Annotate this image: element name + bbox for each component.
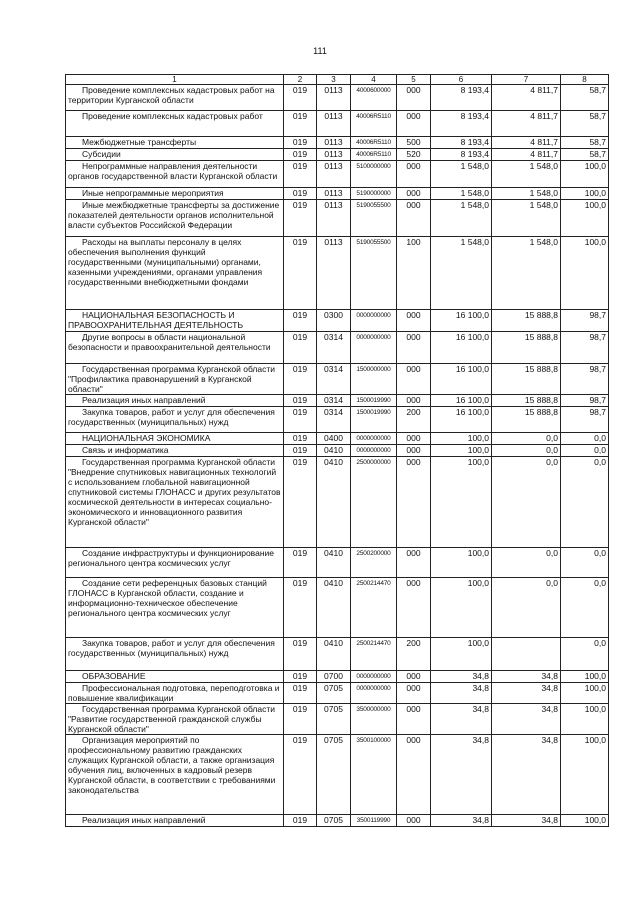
table-row	[66, 445, 609, 457]
cell-csr: 5190055500	[351, 237, 397, 310]
cell-gr: 019	[284, 111, 317, 137]
cell-rz: 0705	[317, 815, 351, 827]
cell-name: Реализация иных направлений	[66, 815, 284, 827]
cell-name: НАЦИОНАЛЬНАЯ БЕЗОПАСНОСТЬ И ПРАВООХРАНИТЕЛЬНАЯ ДЕЯТЕЛЬНОСТЬ	[66, 310, 284, 332]
cell-name: Создание сети референцных базовых станций ГЛОНАСС в Курганской области, создание и информационно-техническое обеспечение регионального центра космических услуг	[66, 578, 284, 638]
table-row	[66, 578, 609, 638]
cell-vr: 000	[397, 671, 431, 683]
cell-vr: 000	[397, 457, 431, 548]
cell-pct: 98,7	[561, 395, 609, 407]
cell-fact: 15 888,8	[492, 395, 561, 407]
column-header: 8	[561, 75, 609, 85]
cell-pct: 100,0	[561, 237, 609, 310]
cell-vr: 000	[397, 815, 431, 827]
cell-pct: 0,0	[561, 578, 609, 638]
table-row	[66, 137, 609, 149]
cell-fact: 1 548,0	[492, 188, 561, 200]
cell-plan: 8 193,4	[431, 111, 492, 137]
cell-vr: 000	[397, 445, 431, 457]
cell-vr: 000	[397, 310, 431, 332]
cell-csr: 1500019990	[351, 395, 397, 407]
cell-name: Другие вопросы в области национальной безопасности и правоохранительной деятельности	[66, 332, 284, 364]
cell-plan: 34,8	[431, 683, 492, 704]
cell-csr: 2500214470	[351, 638, 397, 671]
table-row	[66, 407, 609, 433]
table-row	[66, 332, 609, 364]
cell-name: Организация мероприятий по профессиональному развитию гражданских служащих Курганской области, а также организация обучения лиц, включенных в кадровый резерв Курганской области, в соответствии с требованиями законодательства	[66, 735, 284, 815]
cell-name: Профессиональная подготовка, переподготовка и повышение квалификации	[66, 683, 284, 704]
cell-pct: 0,0	[561, 445, 609, 457]
cell-plan: 8 193,4	[431, 85, 492, 111]
cell-plan: 100,0	[431, 638, 492, 671]
cell-rz: 0410	[317, 638, 351, 671]
cell-name: Субсидии	[66, 149, 284, 161]
cell-plan: 34,8	[431, 671, 492, 683]
cell-rz: 0314	[317, 407, 351, 433]
cell-gr: 019	[284, 671, 317, 683]
cell-gr: 019	[284, 161, 317, 188]
cell-vr: 000	[397, 548, 431, 578]
cell-csr: 0000000000	[351, 683, 397, 704]
cell-gr: 019	[284, 364, 317, 395]
cell-rz: 0113	[317, 200, 351, 237]
cell-name: Закупка товаров, работ и услуг для обеспечения государственных (муниципальных) нужд	[66, 407, 284, 433]
cell-fact: 15 888,8	[492, 310, 561, 332]
cell-pct: 98,7	[561, 364, 609, 395]
table-row	[66, 149, 609, 161]
table-row	[66, 683, 609, 704]
cell-fact: 15 888,8	[492, 407, 561, 433]
cell-rz: 0410	[317, 548, 351, 578]
cell-csr: 0000000000	[351, 433, 397, 445]
cell-vr: 000	[397, 578, 431, 638]
cell-csr: 40006R5110	[351, 149, 397, 161]
cell-fact: 15 888,8	[492, 332, 561, 364]
cell-csr: 40006R5110	[351, 137, 397, 149]
cell-vr: 000	[397, 188, 431, 200]
cell-rz: 0705	[317, 735, 351, 815]
cell-plan: 16 100,0	[431, 395, 492, 407]
cell-rz: 0113	[317, 149, 351, 161]
column-header: 5	[397, 75, 431, 85]
cell-pct: 100,0	[561, 735, 609, 815]
cell-fact: 15 888,8	[492, 364, 561, 395]
cell-fact: 0,0	[492, 433, 561, 445]
cell-gr: 019	[284, 395, 317, 407]
column-header: 6	[431, 75, 492, 85]
column-header: 2	[284, 75, 317, 85]
cell-rz: 0113	[317, 237, 351, 310]
cell-plan: 16 100,0	[431, 407, 492, 433]
cell-fact: 4 811,7	[492, 85, 561, 111]
table-row	[66, 161, 609, 188]
cell-vr: 100	[397, 237, 431, 310]
cell-plan: 100,0	[431, 578, 492, 638]
cell-fact: 1 548,0	[492, 200, 561, 237]
cell-name: Иные непрограммные мероприятия	[66, 188, 284, 200]
cell-name: НАЦИОНАЛЬНАЯ ЭКОНОМИКА	[66, 433, 284, 445]
cell-csr: 3500100000	[351, 735, 397, 815]
table-row	[66, 395, 609, 407]
cell-name: Реализация иных направлений	[66, 395, 284, 407]
cell-fact: 0,0	[492, 578, 561, 638]
budget-table	[65, 74, 609, 827]
cell-name: Расходы на выплаты персоналу в целях обеспечения выполнения функций государственными (муниципальными) органами, казенными учреждениями, органами управления государственными внебюджетными фондами	[66, 237, 284, 310]
cell-plan: 16 100,0	[431, 364, 492, 395]
cell-plan: 100,0	[431, 457, 492, 548]
cell-pct: 0,0	[561, 548, 609, 578]
cell-pct: 100,0	[561, 683, 609, 704]
cell-plan: 16 100,0	[431, 310, 492, 332]
cell-csr: 0000000000	[351, 310, 397, 332]
cell-fact: 4 811,7	[492, 137, 561, 149]
cell-fact: 0,0	[492, 548, 561, 578]
column-header: 3	[317, 75, 351, 85]
table-row	[66, 433, 609, 445]
cell-plan: 34,8	[431, 735, 492, 815]
cell-pct: 100,0	[561, 704, 609, 735]
cell-fact: 34,8	[492, 815, 561, 827]
cell-gr: 019	[284, 237, 317, 310]
cell-plan: 100,0	[431, 445, 492, 457]
cell-rz: 0705	[317, 704, 351, 735]
cell-fact: 1 548,0	[492, 161, 561, 188]
cell-vr: 000	[397, 332, 431, 364]
cell-rz: 0113	[317, 85, 351, 111]
cell-csr: 5190055500	[351, 200, 397, 237]
cell-fact: 34,8	[492, 683, 561, 704]
cell-gr: 019	[284, 638, 317, 671]
cell-csr: 0000000000	[351, 332, 397, 364]
cell-fact: 34,8	[492, 735, 561, 815]
cell-vr: 000	[397, 433, 431, 445]
cell-vr: 000	[397, 161, 431, 188]
cell-plan: 16 100,0	[431, 332, 492, 364]
cell-fact: 4 811,7	[492, 149, 561, 161]
cell-rz: 0410	[317, 578, 351, 638]
cell-name: Межбюджетные трансферты	[66, 137, 284, 149]
cell-pct: 98,7	[561, 332, 609, 364]
table-row	[66, 188, 609, 200]
cell-name: Государственная программа Курганской области "Внедрение спутниковых навигационных технологий с использованием глобальной навигационной спутниковой системы ГЛОНАСС и других результатов космической деятельности в интересах социально-экономического и инновационного развития Курганской области"	[66, 457, 284, 548]
cell-rz: 0410	[317, 457, 351, 548]
column-header: 4	[351, 75, 397, 85]
cell-gr: 019	[284, 457, 317, 548]
cell-gr: 019	[284, 815, 317, 827]
cell-plan: 100,0	[431, 548, 492, 578]
cell-vr: 520	[397, 149, 431, 161]
table-row	[66, 310, 609, 332]
cell-rz: 0113	[317, 111, 351, 137]
cell-pct: 0,0	[561, 638, 609, 671]
column-header: 1	[66, 75, 284, 85]
cell-rz: 0113	[317, 161, 351, 188]
cell-gr: 019	[284, 200, 317, 237]
cell-csr: 4000600000	[351, 85, 397, 111]
cell-pct: 100,0	[561, 815, 609, 827]
cell-name: Иные межбюджетные трансферты за достижение показателей деятельности органов исполнительной власти субъектов Российской Федерации	[66, 200, 284, 237]
table-row	[66, 200, 609, 237]
cell-plan: 1 548,0	[431, 161, 492, 188]
table-row	[66, 85, 609, 111]
cell-csr: 0000000000	[351, 445, 397, 457]
cell-pct: 100,0	[561, 161, 609, 188]
cell-csr: 2500214470	[351, 578, 397, 638]
table-row	[66, 364, 609, 395]
cell-rz: 0314	[317, 332, 351, 364]
page-number: 111	[313, 46, 327, 56]
cell-csr: 40006R5110	[351, 111, 397, 137]
cell-fact: 34,8	[492, 704, 561, 735]
column-header: 7	[492, 75, 561, 85]
cell-gr: 019	[284, 310, 317, 332]
cell-rz: 0300	[317, 310, 351, 332]
cell-vr: 000	[397, 704, 431, 735]
cell-pct: 98,7	[561, 310, 609, 332]
cell-gr: 019	[284, 332, 317, 364]
cell-gr: 019	[284, 188, 317, 200]
cell-gr: 019	[284, 683, 317, 704]
cell-gr: 019	[284, 407, 317, 433]
cell-gr: 019	[284, 85, 317, 111]
cell-fact: 0,0	[492, 445, 561, 457]
cell-name: ОБРАЗОВАНИЕ	[66, 671, 284, 683]
cell-vr: 000	[397, 111, 431, 137]
cell-gr: 019	[284, 578, 317, 638]
cell-vr: 000	[397, 683, 431, 704]
cell-fact	[492, 638, 561, 671]
cell-pct: 0,0	[561, 433, 609, 445]
cell-pct: 58,7	[561, 149, 609, 161]
cell-gr: 019	[284, 149, 317, 161]
cell-plan: 1 548,0	[431, 200, 492, 237]
cell-gr: 019	[284, 445, 317, 457]
table-row	[66, 815, 609, 827]
cell-csr: 0000000000	[351, 671, 397, 683]
cell-rz: 0410	[317, 445, 351, 457]
cell-csr: 1500000000	[351, 364, 397, 395]
cell-rz: 0705	[317, 683, 351, 704]
cell-pct: 100,0	[561, 671, 609, 683]
cell-rz: 0314	[317, 395, 351, 407]
cell-fact: 1 548,0	[492, 237, 561, 310]
cell-name: Создание инфраструктуры и функционирование регионального центра космических услуг	[66, 548, 284, 578]
table-row	[66, 671, 609, 683]
cell-fact: 4 811,7	[492, 111, 561, 137]
cell-pct: 0,0	[561, 457, 609, 548]
cell-vr: 500	[397, 137, 431, 149]
cell-rz: 0400	[317, 433, 351, 445]
table-row	[66, 111, 609, 137]
cell-name: Государственная программа Курганской области "Профилактика правонарушений в Курганской области"	[66, 364, 284, 395]
cell-plan: 1 548,0	[431, 237, 492, 310]
cell-name: Закупка товаров, работ и услуг для обеспечения государственных (муниципальных) нужд	[66, 638, 284, 671]
cell-csr: 5190000000	[351, 188, 397, 200]
cell-gr: 019	[284, 735, 317, 815]
cell-vr: 000	[397, 85, 431, 111]
cell-csr: 2500000000	[351, 457, 397, 548]
cell-name: Непрограммные направления деятельности органов государственной власти Курганской области	[66, 161, 284, 188]
cell-name: Проведение комплексных кадастровых работ на территории Курганской области	[66, 85, 284, 111]
header-row	[66, 75, 609, 85]
cell-pct: 58,7	[561, 85, 609, 111]
cell-fact: 0,0	[492, 457, 561, 548]
cell-vr: 000	[397, 395, 431, 407]
cell-pct: 58,7	[561, 111, 609, 137]
cell-pct: 100,0	[561, 200, 609, 237]
cell-name: Проведение комплексных кадастровых работ	[66, 111, 284, 137]
cell-name: Связь и информатика	[66, 445, 284, 457]
cell-rz: 0314	[317, 364, 351, 395]
cell-csr: 3500000000	[351, 704, 397, 735]
cell-gr: 019	[284, 704, 317, 735]
cell-csr: 2500200000	[351, 548, 397, 578]
cell-vr: 000	[397, 364, 431, 395]
cell-rz: 0113	[317, 188, 351, 200]
table-row	[66, 735, 609, 815]
cell-vr: 200	[397, 638, 431, 671]
cell-rz: 0113	[317, 137, 351, 149]
table-row	[66, 548, 609, 578]
cell-gr: 019	[284, 433, 317, 445]
cell-plan: 34,8	[431, 815, 492, 827]
cell-plan: 100,0	[431, 433, 492, 445]
cell-vr: 000	[397, 200, 431, 237]
table-row	[66, 457, 609, 548]
cell-fact: 34,8	[492, 671, 561, 683]
cell-plan: 1 548,0	[431, 188, 492, 200]
cell-rz: 0700	[317, 671, 351, 683]
cell-plan: 8 193,4	[431, 149, 492, 161]
cell-plan: 34,8	[431, 704, 492, 735]
cell-vr: 200	[397, 407, 431, 433]
cell-name: Государственная программа Курганской области "Развитие государственной гражданской службы Курганской области"	[66, 704, 284, 735]
cell-gr: 019	[284, 548, 317, 578]
table-row	[66, 704, 609, 735]
cell-csr: 1500019990	[351, 407, 397, 433]
cell-vr: 000	[397, 735, 431, 815]
cell-pct: 100,0	[561, 188, 609, 200]
cell-pct: 58,7	[561, 137, 609, 149]
cell-csr: 5100000000	[351, 161, 397, 188]
table-row	[66, 638, 609, 671]
cell-csr: 3500119990	[351, 815, 397, 827]
table-row	[66, 237, 609, 310]
cell-gr: 019	[284, 137, 317, 149]
cell-pct: 98,7	[561, 407, 609, 433]
cell-plan: 8 193,4	[431, 137, 492, 149]
